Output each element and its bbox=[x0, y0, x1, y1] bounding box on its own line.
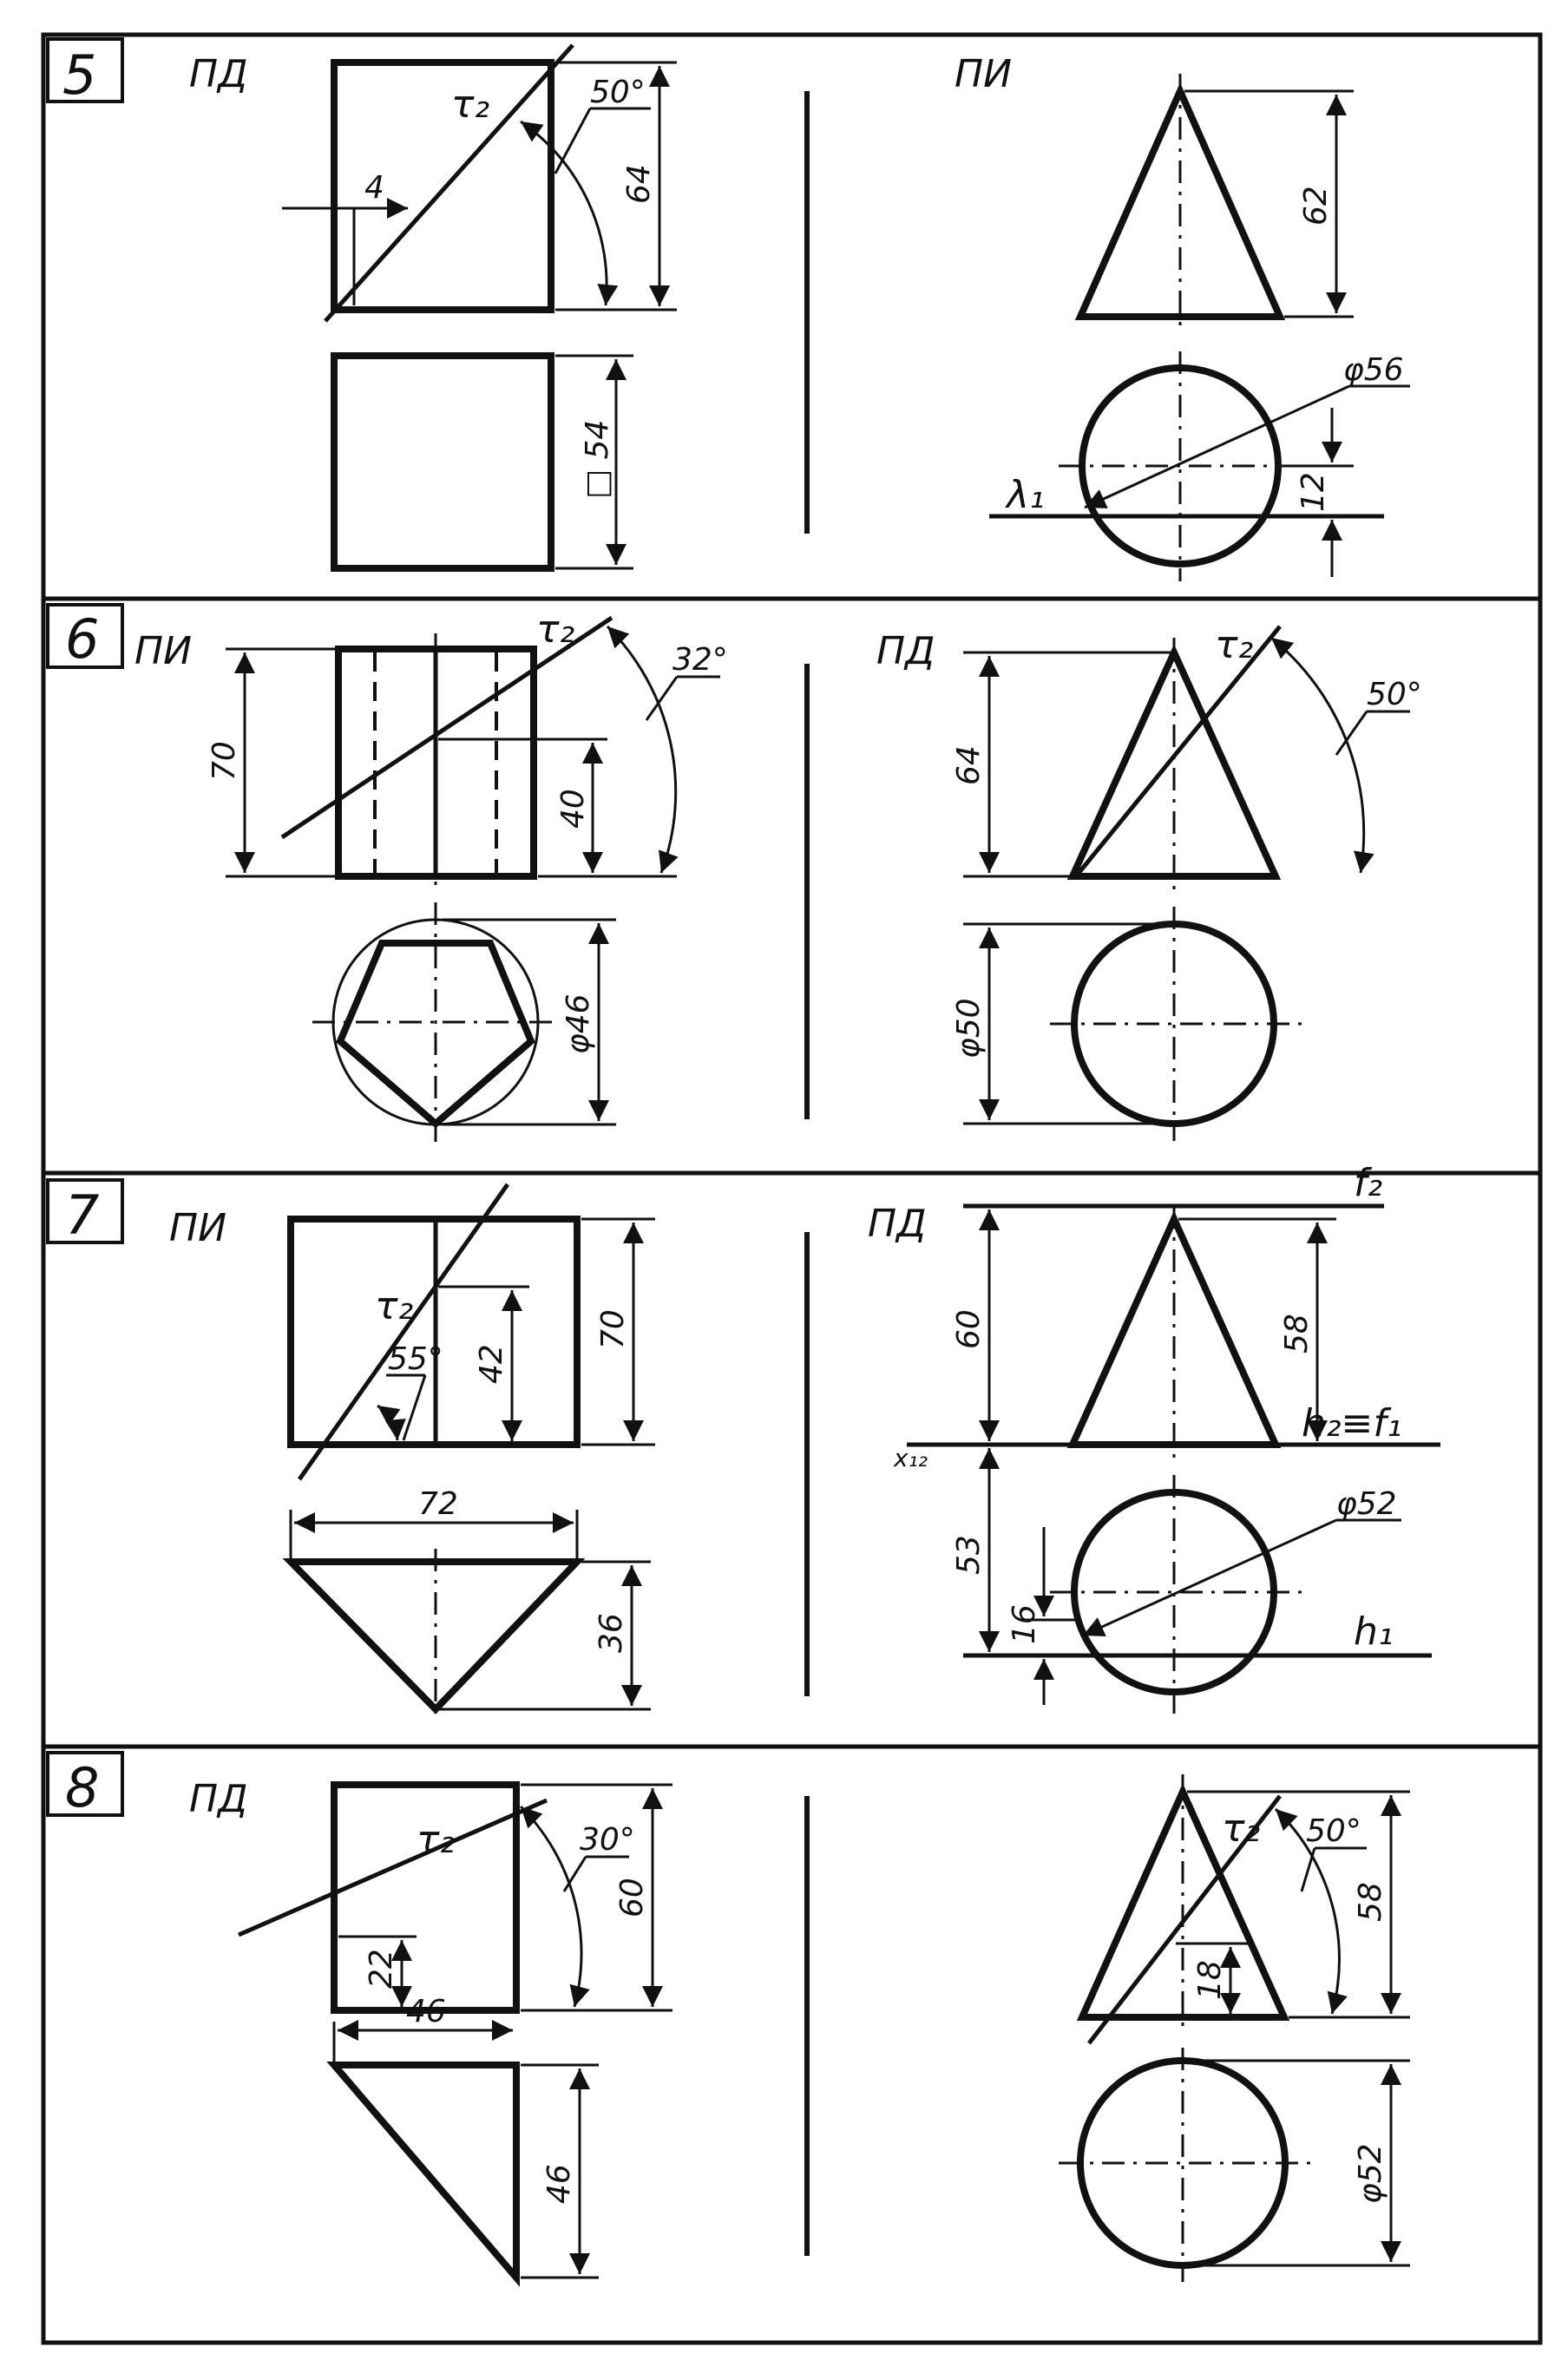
triangle-top-view bbox=[334, 2065, 516, 2278]
dimension-value: 60 bbox=[951, 1309, 987, 1349]
plane-label: τ₂ bbox=[1215, 623, 1254, 667]
dimension-value: 60 bbox=[614, 1878, 650, 1918]
angle-leader bbox=[1302, 1848, 1315, 1891]
dimension-value: 46 bbox=[541, 2164, 577, 2204]
dimension-value: 58 bbox=[1279, 1314, 1315, 1354]
view-label: ПИ bbox=[169, 1206, 226, 1250]
angle-value: 32° bbox=[672, 642, 728, 678]
sheet-frame bbox=[43, 35, 1540, 2343]
dimension-value: 62 bbox=[1298, 186, 1334, 226]
dimension-value: φ46 bbox=[561, 993, 596, 1054]
angle-value: 50° bbox=[1367, 677, 1422, 712]
problem-6 bbox=[48, 605, 1422, 1144]
dimension-value: φ52 bbox=[1353, 2143, 1388, 2204]
view-label: ПД bbox=[189, 52, 248, 96]
dimension-value: 42 bbox=[474, 1344, 509, 1384]
cutting-plane-tau2 bbox=[325, 45, 573, 321]
view-label: ПИ bbox=[134, 629, 192, 673]
line-label: f₂ bbox=[1354, 1161, 1383, 1205]
dimension-value: 18 bbox=[1192, 1960, 1228, 2000]
dimension-value: 64 bbox=[621, 164, 657, 204]
angle-leader bbox=[564, 1857, 586, 1891]
problem-number: 5 bbox=[62, 43, 97, 107]
plane-label: τ₂ bbox=[1222, 1806, 1261, 1851]
dimension-value: 36 bbox=[594, 1613, 629, 1653]
view-label: ПД bbox=[876, 629, 935, 673]
plane-label: τ₂ bbox=[536, 607, 575, 652]
angle-arc bbox=[521, 121, 607, 305]
dimension-value: 70 bbox=[595, 1309, 631, 1349]
line-label: h₁ bbox=[1354, 1609, 1394, 1654]
view-label: ПИ bbox=[955, 52, 1012, 96]
dimension-value: □ 54 bbox=[580, 419, 615, 499]
line-label: λ₁ bbox=[1007, 473, 1045, 517]
problem-number: 7 bbox=[65, 1183, 100, 1247]
dimension-value: 46 bbox=[406, 1994, 446, 2029]
dimension-value: φ56 bbox=[1343, 352, 1404, 388]
angle-leader bbox=[403, 1375, 425, 1440]
problem-8 bbox=[48, 1753, 1410, 2282]
prism-top-view bbox=[334, 356, 551, 568]
cutting-plane-tau2 bbox=[299, 1184, 508, 1479]
triangle-top-view bbox=[291, 1562, 577, 1709]
plane-label: τ₂ bbox=[417, 1818, 456, 1862]
angle-value: 30° bbox=[580, 1822, 635, 1858]
dimension-value: 64 bbox=[951, 745, 987, 785]
dimension-value: 58 bbox=[1353, 1882, 1388, 1922]
dimension-value: 16 bbox=[1007, 1604, 1042, 1644]
line-label: h₂≡f₁ bbox=[1302, 1401, 1402, 1446]
angle-value: 50° bbox=[590, 75, 646, 110]
angle-arc bbox=[1271, 638, 1364, 873]
dimension-value: 53 bbox=[951, 1535, 987, 1575]
dimension-value: 40 bbox=[555, 789, 591, 829]
dimension-value: 4 bbox=[364, 170, 384, 206]
angle-value: 50° bbox=[1306, 1813, 1361, 1849]
angle-leader bbox=[1336, 711, 1367, 755]
angle-arc bbox=[521, 1806, 581, 2007]
angle-leader bbox=[555, 108, 590, 174]
angle-arc bbox=[607, 626, 676, 873]
dimension-value: φ52 bbox=[1336, 1486, 1397, 1522]
dimension-value: 12 bbox=[1296, 472, 1331, 512]
cutting-plane-tau2 bbox=[239, 1800, 547, 1935]
axis-label: x₁₂ bbox=[894, 1444, 928, 1472]
angle-value: 55° bbox=[388, 1341, 443, 1377]
dimension-value: 72 bbox=[418, 1486, 458, 1522]
problem-number: 8 bbox=[65, 1756, 100, 1819]
problem-7 bbox=[48, 1161, 1440, 1722]
dimension-value: 70 bbox=[207, 741, 242, 781]
view-label: ПД bbox=[868, 1202, 927, 1246]
dimension-value: 22 bbox=[364, 1949, 399, 1989]
plane-label: τ₂ bbox=[451, 82, 490, 127]
problem-number: 6 bbox=[65, 607, 100, 671]
problem-5 bbox=[48, 39, 1410, 581]
dimension-value: φ50 bbox=[951, 998, 987, 1059]
diameter-leader bbox=[1083, 1520, 1336, 1636]
plane-label: τ₂ bbox=[375, 1284, 414, 1328]
angle-arc bbox=[377, 1406, 397, 1440]
view-label: ПД bbox=[189, 1777, 248, 1821]
